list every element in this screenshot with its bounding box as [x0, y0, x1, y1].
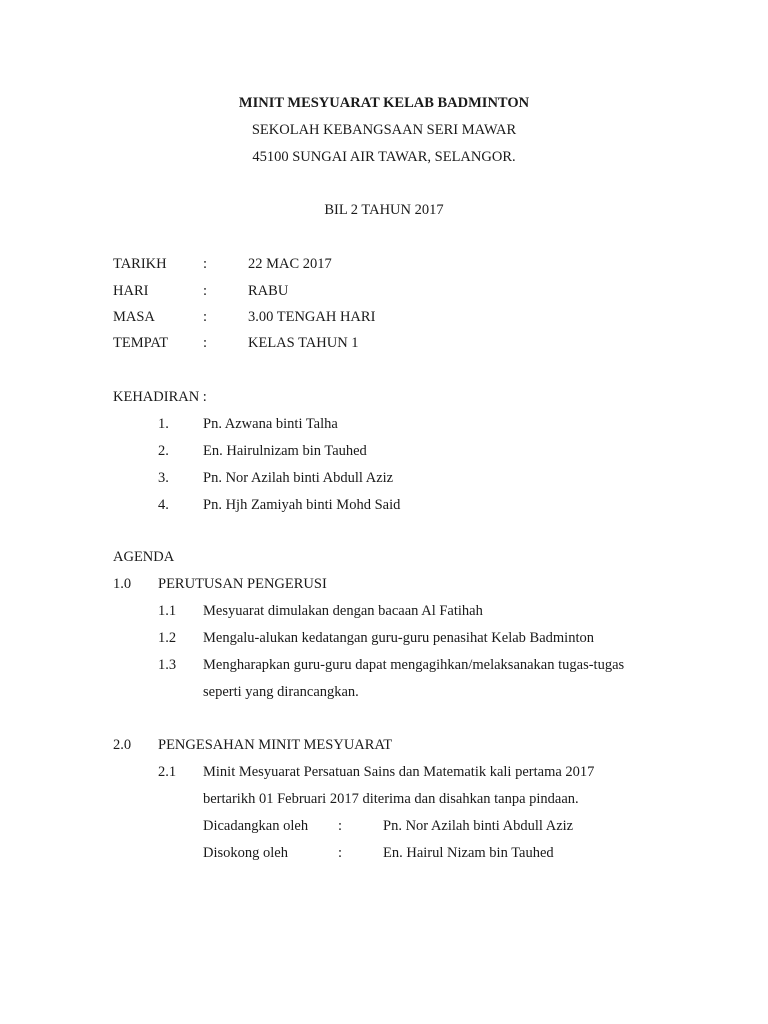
info-label-day: HARI	[113, 283, 149, 299]
item-text: Mengalu-alukan kedatangan guru-guru penasihat Kelab Badminton	[203, 630, 594, 646]
item-number: 1.1	[158, 603, 177, 619]
seconded-by-name: En. Hairul Nizam bin Tauhed	[383, 845, 554, 861]
school-name: SEKOLAH KEBANGSAAN SERI MAWAR	[251, 122, 517, 138]
agenda-heading: AGENDA	[113, 549, 175, 565]
document-title: MINIT MESYUARAT KELAB BADMINTON	[238, 95, 530, 111]
section-title: PENGESAHAN MINIT MESYUARAT	[158, 737, 393, 753]
info-label-date: TARIKH	[113, 256, 167, 272]
attendance-name: Pn. Hjh Zamiyah binti Mohd Said	[203, 497, 401, 513]
info-separator: :	[203, 335, 208, 351]
meeting-number: BIL 2 TAHUN 2017	[324, 202, 444, 218]
attendance-number: 1.	[158, 416, 169, 432]
attendance-number: 4.	[158, 497, 169, 513]
info-value-day: RABU	[248, 283, 289, 299]
info-separator: :	[203, 309, 208, 325]
seconded-by-separator: :	[338, 845, 343, 861]
item-number: 1.2	[158, 630, 177, 646]
info-value-date: 22 MAC 2017	[248, 256, 332, 272]
info-separator: :	[203, 256, 208, 272]
attendance-number: 3.	[158, 470, 169, 486]
info-label-place: TEMPAT	[113, 335, 169, 351]
attendance-name: Pn. Azwana binti Talha	[203, 416, 338, 432]
attendance-name: En. Hairulnizam bin Tauhed	[203, 443, 367, 459]
proposed-by-name: Pn. Nor Azilah binti Abdull Aziz	[383, 818, 574, 834]
seconded-by-label: Disokong oleh	[203, 845, 288, 861]
section-title: PERUTUSAN PENGERUSI	[158, 576, 327, 592]
attendance-number: 2.	[158, 443, 169, 459]
attendance-heading: KEHADIRAN :	[113, 389, 207, 405]
proposed-by-label: Dicadangkan oleh	[203, 818, 309, 834]
attendance-name: Pn. Nor Azilah binti Abdull Aziz	[203, 470, 394, 486]
section-number: 1.0	[113, 576, 132, 592]
item-text-continued: seperti yang dirancangkan.	[203, 684, 359, 700]
item-text: Mengharapkan guru-guru dapat mengagihkan/melaksanakan tugas-tugas	[203, 657, 625, 673]
info-value-place: KELAS TAHUN 1	[248, 335, 359, 351]
item-number: 2.1	[158, 764, 177, 780]
school-address: 45100 SUNGAI AIR TAWAR, SELANGOR.	[252, 149, 516, 165]
item-text-continued: bertarikh 01 Februari 2017 diterima dan disahkan tanpa pindaan.	[203, 791, 579, 807]
section-number: 2.0	[113, 737, 132, 753]
info-label-time: MASA	[113, 309, 155, 325]
proposed-by-separator: :	[338, 818, 343, 834]
item-text: Mesyuarat dimulakan dengan bacaan Al Fatihah	[203, 603, 483, 619]
item-number: 1.3	[158, 657, 177, 673]
info-value-time: 3.00 TENGAH HARI	[248, 309, 376, 325]
info-separator: :	[203, 283, 208, 299]
item-text: Minit Mesyuarat Persatuan Sains dan Matematik kali pertama 2017	[203, 764, 595, 780]
